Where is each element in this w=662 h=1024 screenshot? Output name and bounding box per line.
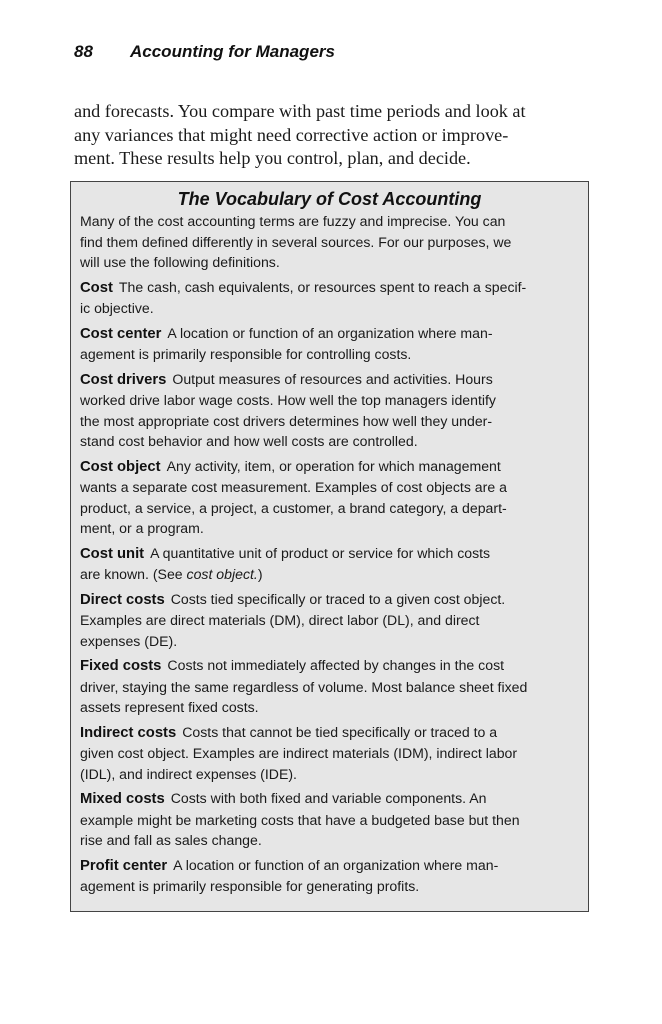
definition-text: wants a separate cost measurement. Examples of cost objects are a <box>80 479 507 495</box>
intro-line: and forecasts. You compare with past time periods and look at <box>74 101 526 121</box>
page-number: 88 <box>74 42 93 61</box>
definition-profit-center <box>80 855 579 897</box>
box-intro-line: will use the following definitions. <box>80 254 280 270</box>
definition-text: expenses (DE). <box>80 632 178 649</box>
definition-term: Cost unit <box>80 545 145 562</box>
box-intro-paragraph <box>80 211 579 273</box>
definition-text: Costs with both fixed and variable components. An <box>170 790 487 806</box>
definition-text: rise and fall as sales change. <box>80 832 262 848</box>
definition-text: Examples are direct materials (DM), direct labor (DL), and direct <box>80 612 480 628</box>
definition-direct-costs <box>80 589 579 652</box>
definition-text: example might be marketing costs that have a budgeted base but then <box>80 811 520 828</box>
definition-text: A location or function of an organization where man- <box>173 856 499 873</box>
intro-paragraph <box>74 100 586 171</box>
definition-text-prefix: are known. (See <box>80 566 187 582</box>
definition-term: Indirect costs <box>80 724 177 741</box>
definition-text: A location or function of an organization where man- <box>167 324 493 341</box>
definition-term: Fixed costs <box>80 658 162 674</box>
box-intro-line: Many of the cost accounting terms are fuzzy and imprecise. You can <box>80 213 506 229</box>
book-title: Accounting for Managers <box>130 42 335 61</box>
definition-term: Cost <box>80 279 113 296</box>
definition-text: assets represent fixed costs. <box>80 699 259 715</box>
definition-cost <box>80 277 579 319</box>
cross-reference: cost object. <box>186 566 258 582</box>
definition-text: worked drive labor wage costs. How well the top managers identify <box>80 392 496 408</box>
definition-text: agement is primarily responsible for controlling costs. <box>80 346 412 362</box>
definition-text: stand cost behavior and how well costs are controlled. <box>80 433 418 449</box>
definition-text: ment, or a program. <box>80 520 204 536</box>
definition-term: Cost drivers <box>80 371 167 388</box>
definition-text: Output measures of resources and activities. Hours <box>172 370 493 387</box>
definition-text: given cost object. Examples are indirect materials (IDM), indirect labor <box>80 745 518 761</box>
definition-cost-center <box>80 323 579 365</box>
running-head <box>74 42 335 62</box>
definition-cost-object <box>80 456 579 539</box>
definition-text: product, a service, a project, a customer, a brand category, a depart- <box>80 499 507 516</box>
definition-term: Profit center <box>80 857 168 874</box>
definition-text: A quantitative unit of product or service for which costs <box>150 544 491 561</box>
definition-mixed-costs <box>80 788 579 851</box>
definition-text: the most appropriate cost drivers determines how well they under- <box>80 412 493 429</box>
intro-line: any variances that might need corrective action or improve- <box>74 124 509 145</box>
definition-fixed-costs <box>80 655 579 718</box>
intro-line: ment. These results help you control, plan, and decide. <box>74 148 471 168</box>
definition-text: The cash, cash equivalents, or resources spent to reach a specif- <box>118 278 527 295</box>
definition-cost-unit <box>80 543 579 585</box>
vocabulary-sidebar-box <box>70 181 589 912</box>
definition-text-suffix: ) <box>257 566 263 582</box>
definition-text: (IDL), and indirect expenses (IDE). <box>80 765 297 782</box>
definition-term: Mixed costs <box>80 791 165 807</box>
definition-term: Direct costs <box>80 591 165 608</box>
definition-cost-drivers <box>80 369 579 452</box>
definition-text: ic objective. <box>80 300 154 316</box>
definition-indirect-costs <box>80 722 579 785</box>
box-title: The Vocabulary of Cost Accounting <box>177 189 482 209</box>
definition-text: agement is primarily responsible for generating profits. <box>80 878 420 894</box>
definition-term: Cost object <box>80 458 161 475</box>
definition-text: Costs that cannot be tied specifically or traced to a <box>182 723 498 740</box>
definition-text <box>80 564 579 585</box>
box-intro-line: find them defined differently in several sources. For our purposes, we <box>80 233 512 250</box>
definition-text: Any activity, item, or operation for which management <box>166 457 501 474</box>
definition-text: driver, staying the same regardless of volume. Most balance sheet fixed <box>80 678 528 695</box>
definition-text: Costs tied specifically or traced to a given cost object. <box>170 590 506 607</box>
definition-text: Costs not immediately affected by changes in the cost <box>167 657 505 673</box>
definition-term: Cost center <box>80 325 162 342</box>
